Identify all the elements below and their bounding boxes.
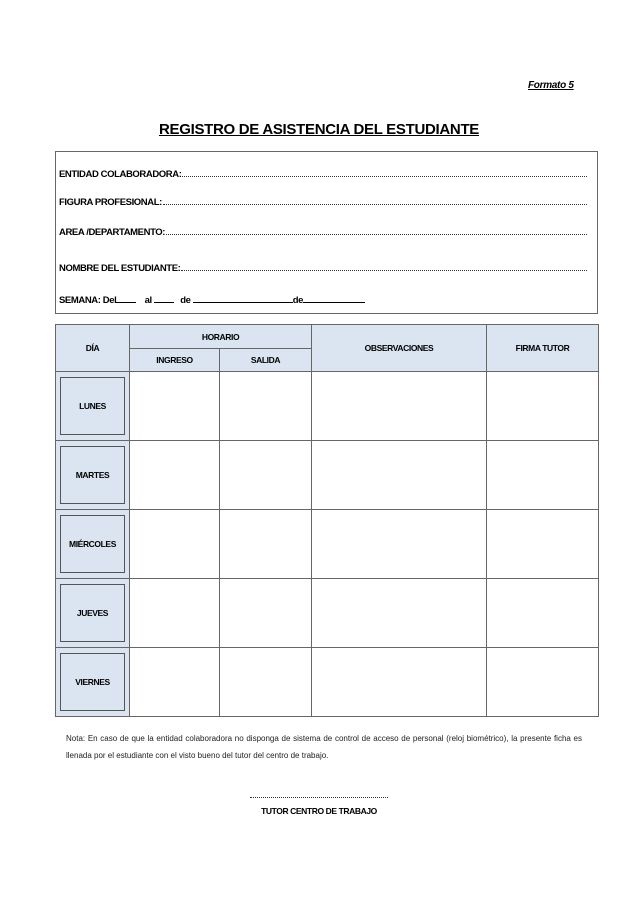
table-row: [56, 372, 599, 441]
day-label: JUEVES: [60, 584, 125, 642]
page-title: REGISTRO DE ASISTENCIA DEL ESTUDIANTE: [158, 121, 480, 138]
observaciones-cell[interactable]: [312, 510, 487, 579]
salida-cell[interactable]: [220, 441, 312, 510]
semana-al: al: [144, 295, 152, 306]
footnote: Nota: En caso de que la entidad colaboradora no disponga de sistema de control de acceso de personal (reloj biométrico), la presente ficha es llenada por el estudiante con el visto bueno del tutor del centro de trabajo.: [66, 734, 582, 760]
format-number: Formato 5: [528, 80, 574, 91]
salida-cell[interactable]: [220, 372, 312, 441]
firma-cell[interactable]: [487, 441, 599, 510]
observaciones-cell[interactable]: [312, 648, 487, 717]
table-row: [56, 441, 599, 510]
day-cell: [56, 441, 130, 510]
figura-row: [59, 194, 587, 208]
header-dia: DÍA: [56, 325, 130, 372]
firma-cell[interactable]: [487, 579, 599, 648]
entidad-field[interactable]: [182, 175, 587, 177]
semana-month-field[interactable]: [193, 294, 293, 303]
nombre-field[interactable]: [181, 269, 587, 271]
table-row: [56, 510, 599, 579]
firma-cell[interactable]: [487, 648, 599, 717]
salida-cell[interactable]: [220, 579, 312, 648]
firma-cell[interactable]: [487, 372, 599, 441]
student-info-box: [55, 151, 598, 314]
header-horario: HORARIO: [130, 325, 312, 349]
signature-label: TUTOR CENTRO DE TRABAJO: [261, 806, 377, 816]
semana-de2: de: [292, 295, 304, 306]
entidad-row: [59, 166, 587, 180]
nombre-row: [59, 260, 587, 274]
observaciones-cell[interactable]: [312, 372, 487, 441]
day-cell: [56, 510, 130, 579]
day-label: LUNES: [60, 377, 125, 435]
day-label: VIERNES: [60, 653, 125, 711]
signature-line[interactable]: [250, 797, 388, 798]
observaciones-cell[interactable]: [312, 579, 487, 648]
day-cell: [56, 648, 130, 717]
day-cell: [56, 579, 130, 648]
salida-cell[interactable]: [220, 648, 312, 717]
firma-cell[interactable]: [487, 510, 599, 579]
day-label: MIÉRCOLES: [60, 515, 125, 573]
semana-from-field[interactable]: [116, 294, 136, 303]
area-label: AREA /DEPARTAMENTO:: [59, 227, 166, 238]
header-salida: SALIDA: [220, 349, 312, 372]
day-cell: [56, 372, 130, 441]
attendance-table: [55, 324, 599, 717]
salida-cell[interactable]: [220, 510, 312, 579]
table-row: [56, 579, 599, 648]
ingreso-cell[interactable]: [130, 372, 220, 441]
semana-row: [59, 294, 365, 306]
ingreso-cell[interactable]: [130, 441, 220, 510]
semana-year-field[interactable]: [303, 294, 365, 303]
table-row: [56, 648, 599, 717]
semana-de1: de: [180, 295, 191, 306]
header-observaciones: OBSERVACIONES: [312, 325, 487, 372]
entidad-label: ENTIDAD COLABORADORA:: [59, 169, 182, 180]
day-label: MARTES: [60, 446, 125, 504]
figura-label: FIGURA PROFESIONAL:: [59, 197, 162, 208]
semana-label: SEMANA: Del: [59, 295, 117, 306]
header-firma: FIRMA TUTOR: [487, 325, 599, 372]
area-row: [59, 224, 587, 238]
semana-to-field[interactable]: [154, 294, 174, 303]
observaciones-cell[interactable]: [312, 441, 487, 510]
figura-field[interactable]: [163, 203, 587, 205]
ingreso-cell[interactable]: [130, 648, 220, 717]
header-ingreso: INGRESO: [130, 349, 220, 372]
ingreso-cell[interactable]: [130, 510, 220, 579]
ingreso-cell[interactable]: [130, 579, 220, 648]
area-field[interactable]: [166, 233, 587, 235]
nombre-label: NOMBRE DEL ESTUDIANTE:: [59, 263, 181, 274]
